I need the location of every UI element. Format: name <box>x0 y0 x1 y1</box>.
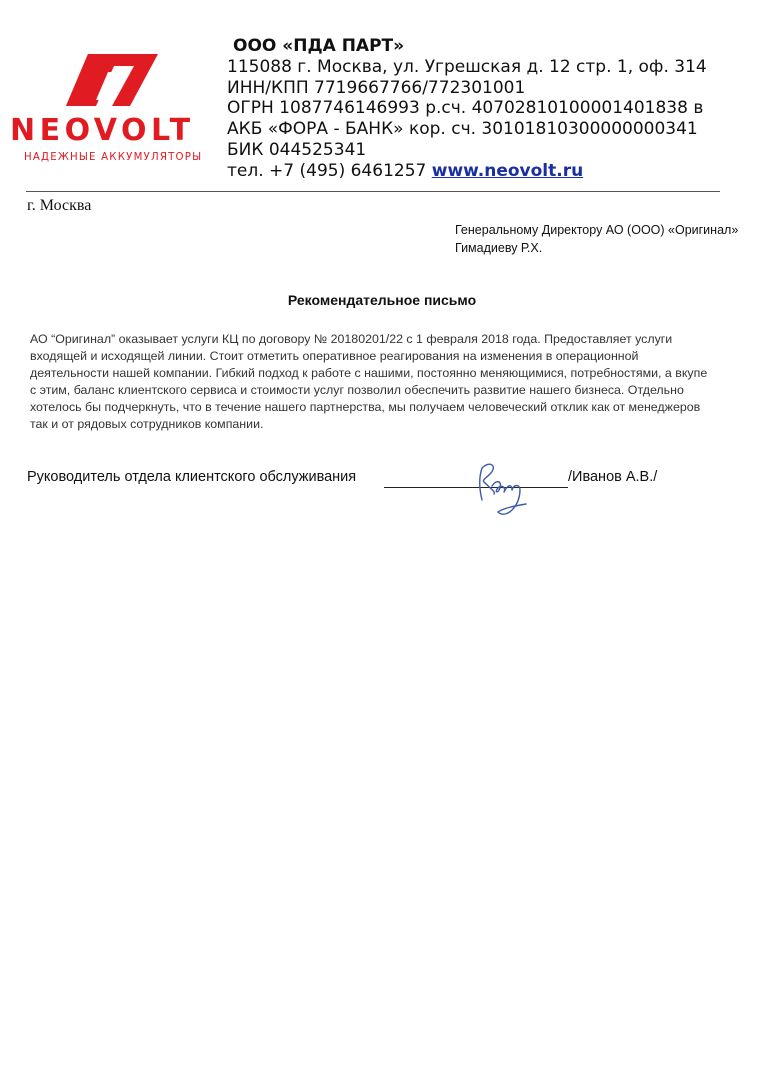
signer-position: Руководитель отдела клиентского обслуживания <box>27 469 357 485</box>
header-divider <box>26 191 720 192</box>
handwritten-signature <box>468 458 548 524</box>
addressee <box>455 221 738 257</box>
city: г. Москва <box>27 197 92 214</box>
company-bank: АКБ «ФОРА - БАНК» кор. сч. 30101810300000000341 <box>227 119 698 140</box>
company-ogrn: ОГРН 1087746146993 р.сч. 40702810100001401838 в <box>227 98 704 119</box>
signature-scribble <box>468 458 548 524</box>
letter-body-line: АО “Оригинал” оказывает услуги КЦ по договору № 20180201/22 с 1 февраля 2018 года. Предоставляет услуги <box>30 332 673 346</box>
letter-body-line: деятельности нашей компании. Гибкий подход к работе с нашими, постоянно меняющимися, потребностями, а вкупе <box>30 366 708 380</box>
logo-tagline: НАДЕЖНЫЕ АККУМУЛЯТОРЫ <box>24 152 203 163</box>
signer-name: /Иванов А.В./ <box>568 469 658 485</box>
company-contacts <box>227 161 747 182</box>
addressee-name: Гимадиеву Р.Х. <box>455 241 543 255</box>
company-requisites <box>227 36 747 182</box>
company-phone: тел. +7 (495) 6461257 <box>227 160 427 181</box>
letter-body-line: хотелось бы подчеркнуть, что в течение нашего партнерства, мы получаем человеческий отклик как от менеджеров <box>30 400 701 414</box>
logo-brand-text: NEOVOLT <box>10 113 195 148</box>
letter-body-line: входящей и исходящей линии. Стоит отметить оперативное реагирования на изменения в операционной <box>30 349 639 363</box>
letter-title: Рекомендательное письмо <box>287 292 477 308</box>
company-name: ООО «ПДА ПАРТ» <box>233 36 405 56</box>
company-address: 115088 г. Москва, ул. Угрешская д. 12 стр. 1, оф. 314 <box>227 56 707 77</box>
neovolt-logo-mark <box>8 44 218 169</box>
company-logo <box>8 44 218 169</box>
company-inn-kpp: ИНН/КПП 7719667766/772301001 <box>227 77 526 98</box>
letter-body <box>30 331 730 433</box>
company-website-link[interactable]: www.neovolt.ru <box>431 160 584 181</box>
letter-body-line: так и от рядовых сотрудников компании. <box>30 417 264 431</box>
letter-body-line: с этим, баланс клиентского сервиса и стоимости услуг позволил обеспечить развитие нашего бизнеса. Отдельно <box>30 383 684 397</box>
addressee-position: Генеральному Директору АО (ООО) «Оригинал» <box>455 223 739 237</box>
company-bik: БИК 044525341 <box>227 139 367 160</box>
